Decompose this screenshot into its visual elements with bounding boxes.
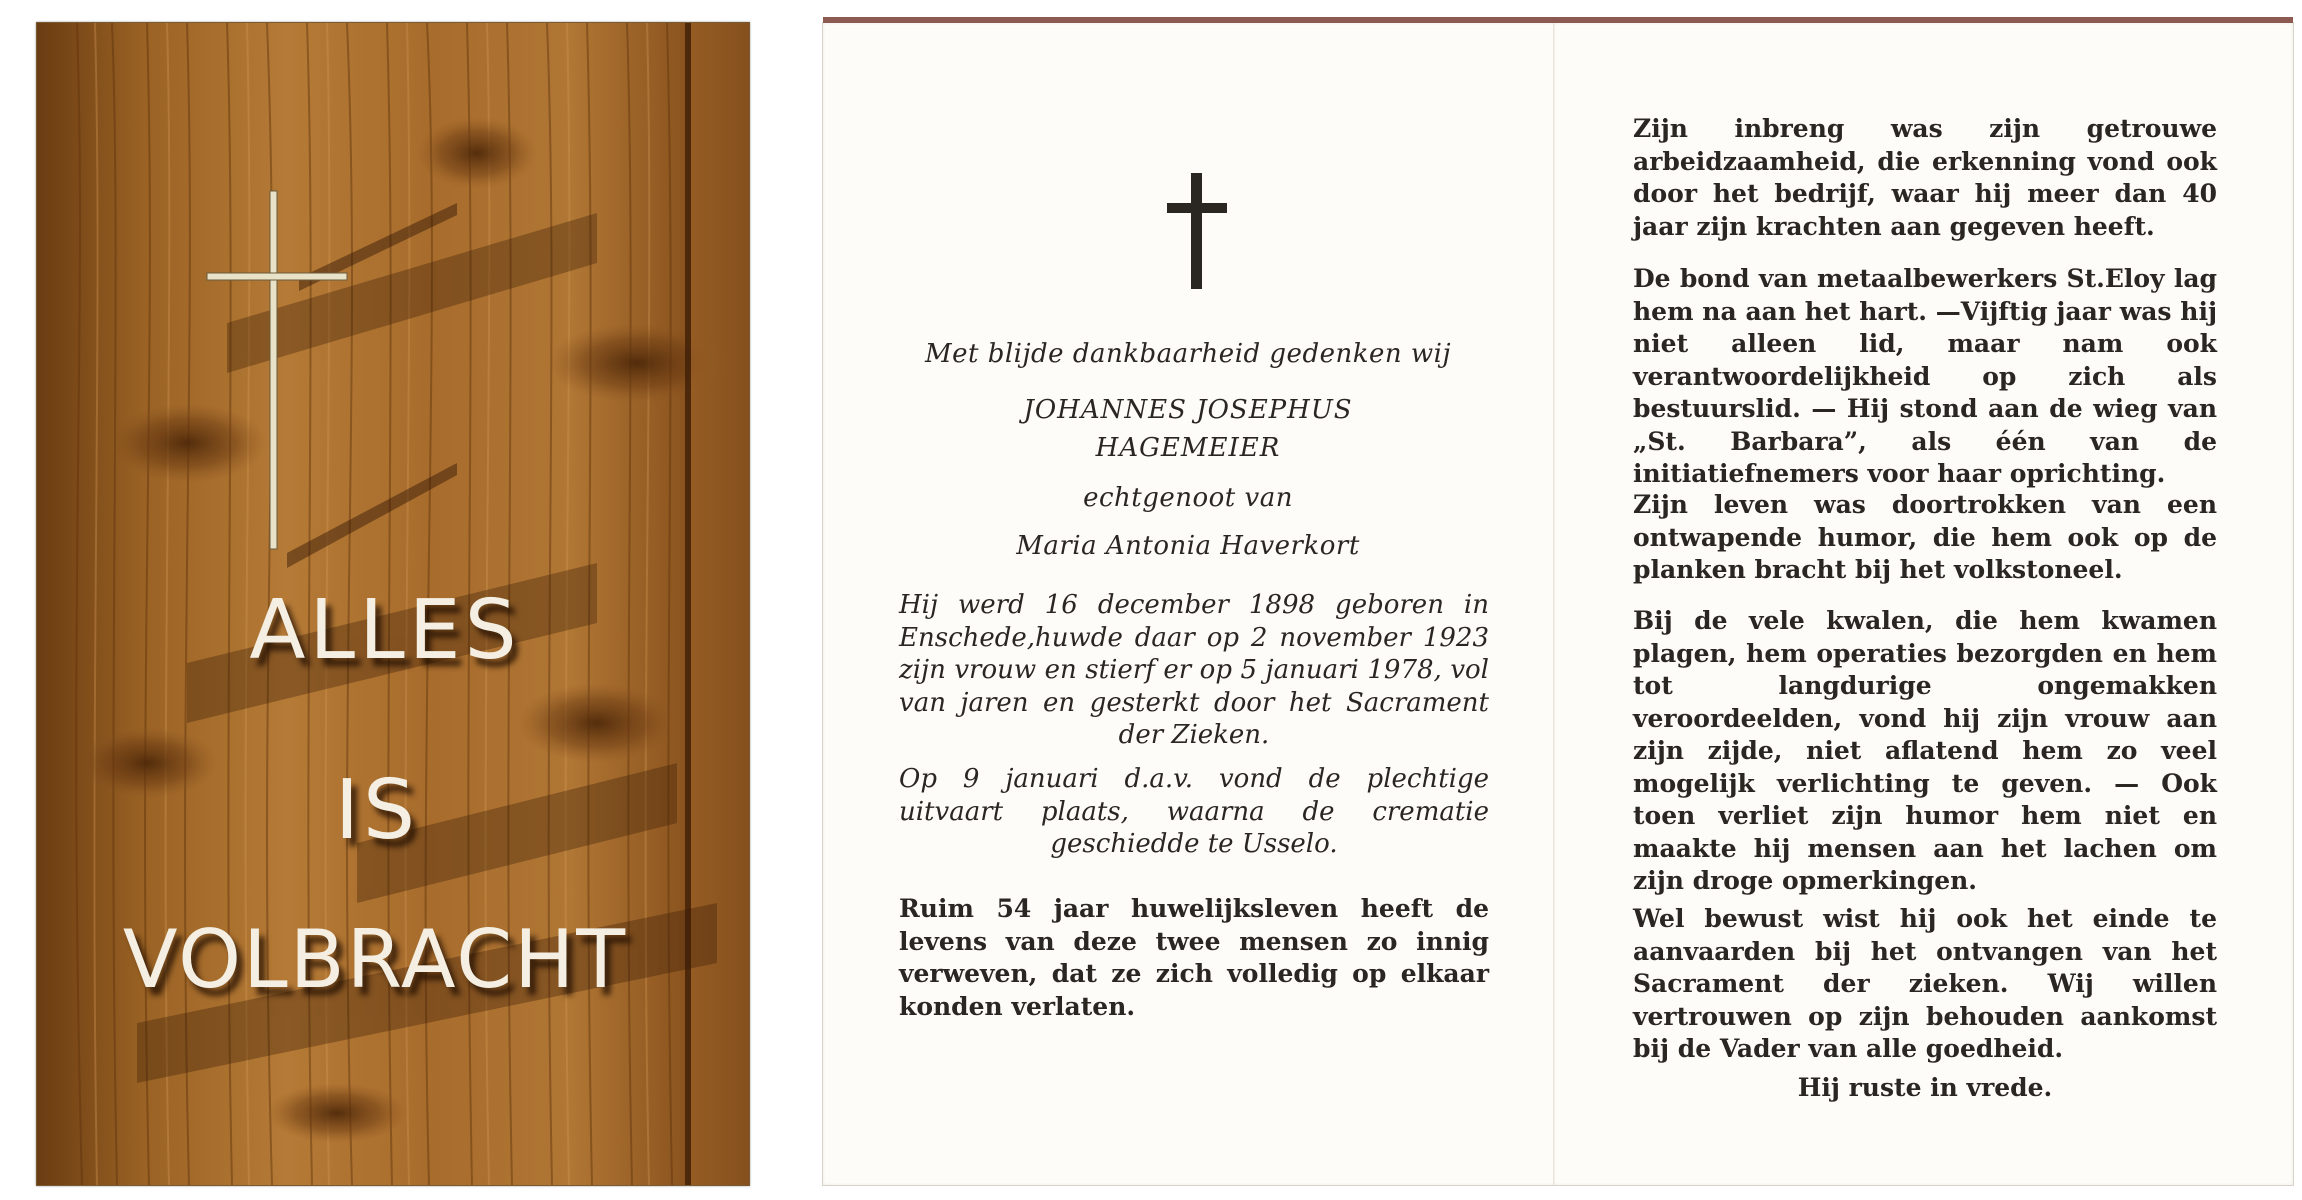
- spouse-name: Maria Antonia Haverkort: [1016, 531, 1360, 561]
- funeral-paragraph: Op 9 januari d.a.v. vond de plechtige uitvaart plaats, waarna de crematie geschiedde te Usselo.: [899, 764, 1489, 859]
- fold-line: [1553, 23, 1555, 1185]
- front-text-is: IS: [334, 763, 420, 858]
- front-card: [36, 22, 750, 1186]
- marriage-paragraph: Ruim 54 jaar huwelijksleven heeft de levens van deze twee mensen zo innig verweven, dat ze zich volledig op elkaar konden verlaten.: [899, 894, 1489, 1021]
- illness-paragraph: Bij de vele kwalen, die hem kwamen plagen, hem operaties bezorgden en hem tot langdurige ongemakken veroordeelden, vond hij zijn vrouw aan zijn zijde, niet aflatend hem zo veel mogelijk verlichting te geven. — Ook toen verliet zijn humor hem niet en maakte hij mensen aan het lachen om zijn droge opmerkingen.: [1633, 606, 2217, 895]
- faith-paragraph: Wel bewust wist hij ook het einde te aanvaarden bij het ontvangen van het Sacrament der zieken. Wij willen vertrouwen op zijn behouden aankomst bij de Vader van alle goedheid.: [1633, 904, 2217, 1063]
- inner-sheet: [822, 22, 2294, 1186]
- union-paragraph: De bond van metaalbewerkers St.Eloy lag hem na aan het hart. —Vijftig jaar was hij niet alleen lid, maar nam ook verantwoordelijkheid op zich als bestuurslid. — Hij stond aan de wieg van „St. Barbara”, als één van de initiatiefnemers voor haar oprichting.: [1633, 264, 2217, 488]
- front-text-volbracht: VOLBRACHT: [122, 913, 628, 1006]
- humor-paragraph: Zijn leven was doortrokken van een ontwapende humor, die hem ook op de planken bracht bij het volkstoneel.: [1633, 490, 2217, 584]
- work-paragraph: Zijn inbreng was zijn getrouwe arbeidzaamheid, die erkenning vond ook door het bedrijf, waar hij meer dan 40 jaar zijn krachten aan gegeven heeft.: [1633, 114, 2217, 241]
- closing-line: Hij ruste in vrede.: [1797, 1073, 2053, 1102]
- latin-cross-icon: [1167, 173, 1227, 289]
- spouse-label: echtgenoot van: [1083, 483, 1293, 513]
- intro-line: Met blijde dankbaarheid gedenken wij: [924, 339, 1451, 369]
- biography-paragraph: Hij werd 16 december 1898 geboren in Enschede,huwde daar op 2 november 1923 zijn vrouw en stierf er op 5 januari 1978, vol van jaren en gesterkt door het Sacrament der Zieken.: [899, 590, 1489, 750]
- front-text-alles: ALLES: [249, 583, 521, 678]
- deceased-surname: HAGEMEIER: [1095, 433, 1281, 463]
- deceased-given-names: JOHANNES JOSEPHUS: [1023, 395, 1353, 425]
